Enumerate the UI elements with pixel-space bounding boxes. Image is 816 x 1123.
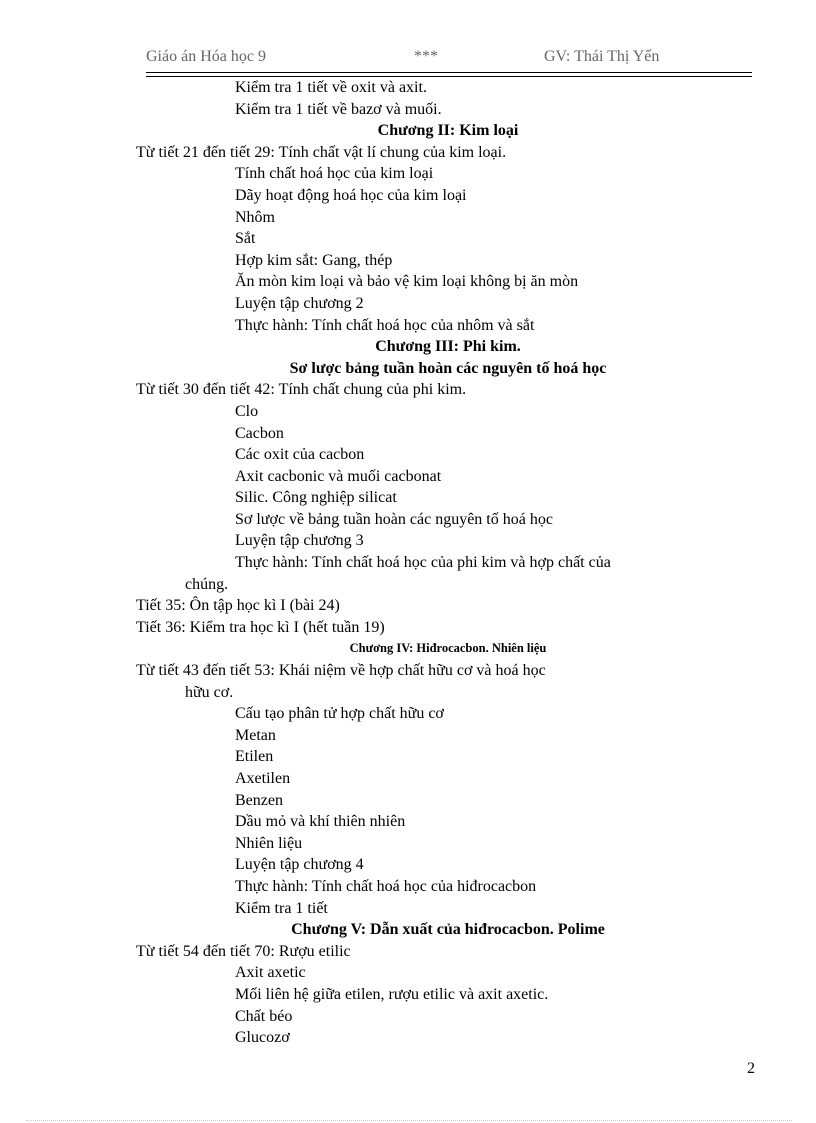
text-line: Luyện tập chương 3 [235, 532, 364, 550]
text-line: Luyện tập chương 2 [235, 294, 364, 312]
header-rule-top [146, 72, 752, 73]
header-teacher-name: GV: Thái Thị Yến [544, 48, 660, 65]
document-body [0, 77, 816, 1049]
text-line: Dãy hoạt động hoá học của kim loại [235, 186, 467, 204]
text-line: Nhôm [235, 208, 275, 226]
text-line: Tính chất hoá học của kim loại [235, 165, 434, 183]
text-line: chúng. [185, 575, 229, 593]
text-line: Axetilen [235, 770, 291, 787]
chapter-heading: Chương II: Kim loại [377, 122, 519, 140]
text-line: Silic. Công nghiệp silicat [235, 489, 397, 507]
text-line: Luyện tập chương 4 [235, 856, 364, 874]
text-line: Từ tiết 21 đến tiết 29: Tính chất vật lí chung của kim loại. [136, 143, 507, 161]
text-line: Benzen [235, 791, 283, 809]
text-line: Sơ lược về bảng tuần hoàn các nguyên tố hoá học [235, 510, 553, 528]
text-line: Hợp kim sắt: Gang, thép [235, 251, 393, 269]
text-line: Axit axetic [235, 964, 306, 982]
chapter-heading: Sơ lược bảng tuần hoàn các nguyên tố hoá học [289, 359, 607, 377]
text-line: Kiểm tra 1 tiết về oxit và axit. [235, 79, 427, 96]
text-line: Kiểm tra 1 tiết về bazơ và muối. [235, 100, 442, 118]
text-line: Các oxit của cacbon [235, 446, 365, 464]
chapter-heading: Chương V: Dẫn xuất của hiđrocacbon. Polime [291, 921, 605, 939]
text-line: Mối liên hệ giữa etilen, rượu etilic và axit axetic. [235, 985, 549, 1003]
text-line: Tiết 35: Ôn tập học kì I (bài 24) [136, 597, 340, 615]
text-line: Thực hành: Tính chất hoá học của phi kim và hợp chất của [235, 554, 611, 572]
text-line: Cấu tạo phân tử hợp chất hữu cơ [235, 705, 444, 723]
text-line: Dầu mỏ và khí thiên nhiên [235, 813, 406, 831]
footer-divider [26, 1120, 792, 1121]
text-line: Cacbon [235, 424, 284, 442]
text-line: Sắt [235, 230, 256, 248]
text-line: Ăn mòn kim loại và bảo vệ kim loại không bị ăn mòn [235, 273, 579, 291]
text-line: Chất béo [235, 1007, 293, 1025]
text-line: Kiểm tra 1 tiết [235, 899, 328, 917]
text-line: Từ tiết 30 đến tiết 42: Tính chất chung của phi kim. [136, 381, 467, 399]
header-course-title: Giáo án Hóa học 9 [146, 48, 266, 65]
page-header [146, 48, 752, 70]
text-line: Metan [235, 726, 276, 744]
text-line: Etilen [235, 748, 274, 766]
chapter-heading: Chương III: Phi kim. [375, 338, 521, 356]
text-line: Thực hành: Tính chất hoá học của hiđrocacbon [235, 877, 537, 895]
text-line: Từ tiết 43 đến tiết 53: Khái niệm về hợp chất hữu cơ và hoá học [136, 662, 546, 680]
text-line: Clo [235, 402, 259, 420]
header-separator: *** [414, 48, 438, 65]
chapter-heading: Chương IV: Hiđrocacbon. Nhiên liệu [349, 641, 547, 656]
text-line: Glucozơ [235, 1029, 290, 1047]
text-line: Axit cacbonic và muối cacbonat [235, 467, 442, 485]
text-line: Tiết 36: Kiểm tra học kì I (hết tuần 19) [136, 618, 385, 636]
text-line: Từ tiết 54 đến tiết 70: Rượu etilic [136, 942, 351, 960]
page-number: 2 [747, 1060, 755, 1077]
text-line: Nhiên liệu [235, 834, 303, 852]
text-line: hữu cơ. [185, 683, 234, 701]
text-line: Thực hành: Tính chất hoá học của nhôm và sắt [235, 316, 535, 334]
